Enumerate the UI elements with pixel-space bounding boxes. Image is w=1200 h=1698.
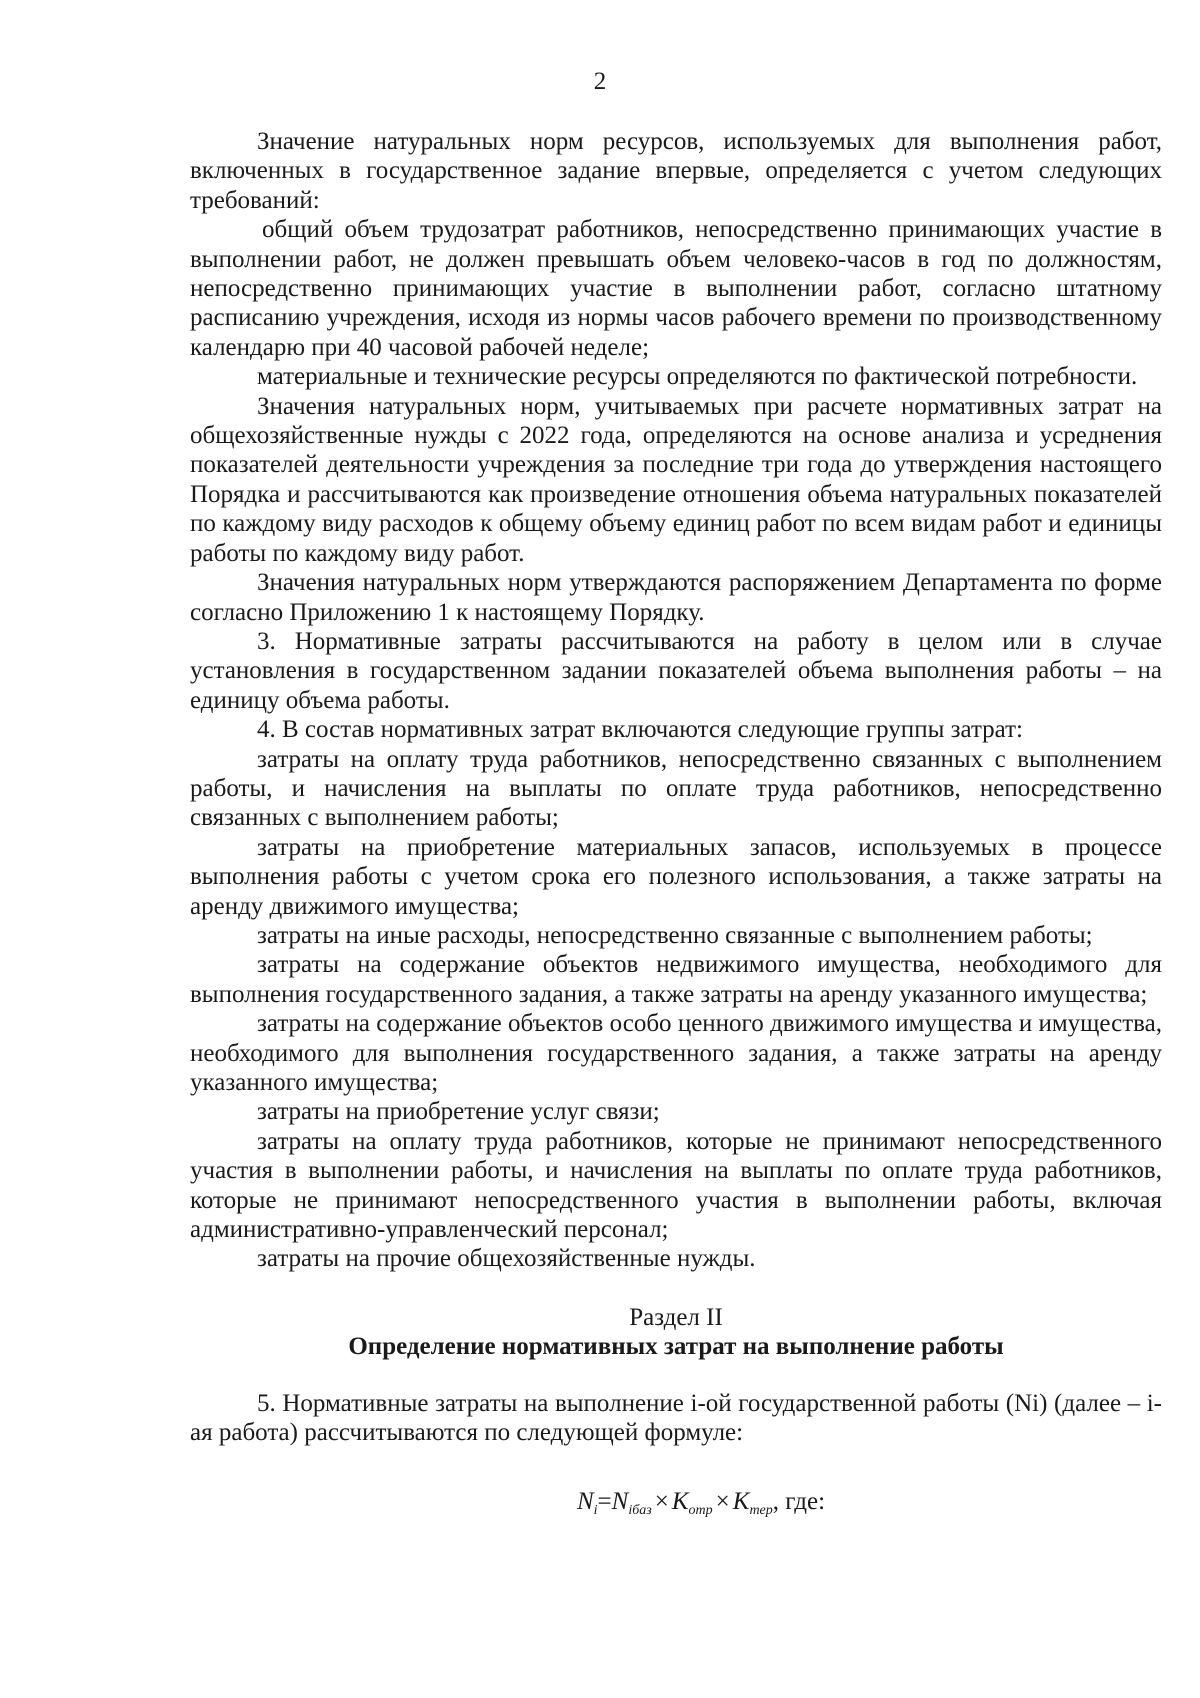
- formula-term-base: N: [611, 1488, 629, 1516]
- formula-term-industry-sub: отр: [688, 1503, 713, 1519]
- paragraph: Значения натуральных норм, учитываемых при расчете нормативных затрат на общехозяйственные нужды с 2022 года, определяются на основе анализа и усреднения показателей деятельности учреждения за последние три года до утверждения настоящего Порядка и рассчитываются как произведение отношения объема натуральных показателей по каждому виду расходов к общему объему единиц работ по всем видам работ и единицы работы по каждому виду работ.: [190, 392, 1162, 567]
- list-item: затраты на содержание объектов особо ценного движимого имущества и имущества, необходимого для выполнения государственного задания, а также затраты на аренду указанного имущества;: [190, 1010, 1162, 1096]
- formula-term-industry: K: [671, 1488, 689, 1516]
- formula-term-base-sub: iбаз: [628, 1503, 652, 1519]
- paragraph: 4. В состав нормативных затрат включаются следующие группы затрат:: [257, 716, 1023, 744]
- list-item: затраты на прочие общехозяйственные нужды.: [257, 1245, 756, 1273]
- section-heading: [190, 1303, 1162, 1362]
- formula-times: ×: [654, 1488, 669, 1516]
- list-item: затраты на содержание объектов недвижимого имущества, необходимого для выполнения государственного задания, а также затраты на аренду указанного имущества;: [190, 951, 1162, 1008]
- list-item: затраты на оплату труда работников, непосредственно связанных с выполнением работы, и начисления на выплаты по оплате труда работников, непосредственно связанных с выполнением работы;: [190, 745, 1162, 832]
- formula-lhs: N: [576, 1488, 594, 1516]
- paragraph: общий объем трудозатрат работников, непосредственно принимающих участие в выполнении работ, не должен превышать объем человеко-часов в год по должностям, непосредственно принимающих участие в выполнении работ, согласно штатному расписанию учреждения, исходя из нормы часов рабочего времени по производственному календарю при 40 часовой рабочей неделе;: [190, 216, 1162, 361]
- paragraph: Значения натуральных норм утверждаются распоряжением Департамента по форме согласно Приложению 1 к настоящему Порядку.: [190, 569, 1162, 626]
- formula-equals: =: [597, 1488, 612, 1516]
- formula-term-territory-sub: тер: [749, 1503, 773, 1519]
- document-body: [190, 127, 1162, 1526]
- formula-times: ×: [715, 1488, 730, 1516]
- formula-tail: , где:: [772, 1488, 826, 1516]
- formula-term-territory: K: [732, 1488, 750, 1516]
- paragraph: материальные и технические ресурсы определяются по фактической потребности.: [257, 363, 1138, 391]
- page-number: 2: [593, 68, 607, 95]
- paragraph: 3. Нормативные затраты рассчитываются на работу в целом или в случае установления в государственном задании показателей объема выполнения работы – на единицу объема работы.: [190, 627, 1162, 714]
- list-item: затраты на приобретение материальных запасов, используемых в процессе выполнения работы с учетом срока его полезного использования, а также затраты на аренду движимого имущества;: [190, 833, 1162, 920]
- list-item: затраты на приобретение услуг связи;: [257, 1098, 660, 1126]
- formula: [190, 1487, 1162, 1525]
- section-label: Раздел II: [629, 1303, 723, 1331]
- list-item: затраты на иные расходы, непосредственно связанные с выполнением работы;: [257, 921, 1093, 949]
- paragraph: Значение натуральных норм ресурсов, используемых для выполнения работ, включенных в государственное задание впервые, определяется с учетом следующих требований:: [190, 128, 1162, 214]
- section-title: Определение нормативных затрат на выполнение работы: [348, 1333, 1004, 1361]
- formula-intro: 5. Нормативные затраты на выполнение i-ой государственной работы (Ni) (далее – i-ая работа) рассчитываются по следующей формуле:: [190, 1389, 1162, 1447]
- formula-lhs-sub: i: [593, 1503, 598, 1519]
- list-item: затраты на оплату труда работников, которые не принимают непосредственного участия в выполнении работы, и начисления на выплаты по оплате труда работников, которые не принимают непосредственного участия в выполнении работы, включая административно-управленческий персонал;: [190, 1127, 1162, 1244]
